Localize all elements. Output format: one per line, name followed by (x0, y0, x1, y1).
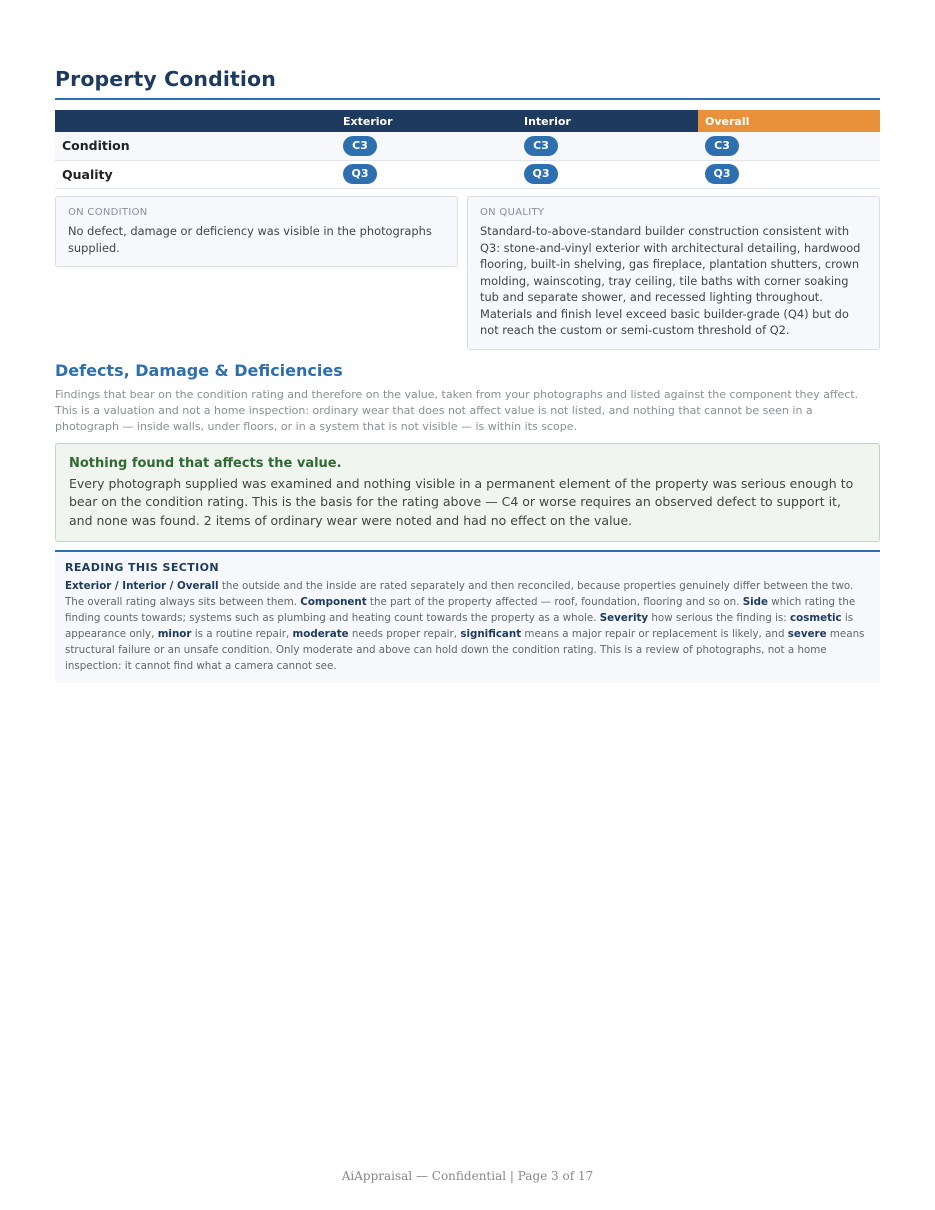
cell-quality-overall (698, 160, 880, 188)
reading-guide (55, 550, 880, 683)
rating-badge: Q3 (705, 164, 739, 184)
cell-condition-overall (698, 132, 880, 160)
term: Component (300, 596, 367, 608)
rating-badge: C3 (705, 136, 739, 156)
term: Side (742, 596, 769, 608)
header-overall: Overall (698, 110, 880, 132)
term-definition: is appearance only, (65, 612, 854, 640)
term: severe (787, 628, 827, 640)
term: Exterior / Interior / Overall (65, 580, 219, 592)
header-interior: Interior (517, 110, 698, 132)
term-definition: how serious the finding is: (648, 612, 791, 624)
table-header-row (55, 110, 880, 132)
defects-intro: Findings that bear on the condition rating and therefore on the value, taken from your photographs and listed against the component they affect. This is a valuation and not a home inspection: ordinary wear that does not affect value is not listed, and nothing that cannot be seen in a photograph — inside walls, under floors, or in a system that is not visible — is within its scope. (55, 388, 859, 433)
reading-guide-heading: READING THIS SECTION (65, 561, 220, 574)
condition-note (55, 196, 458, 267)
condition-quality-table (55, 110, 880, 189)
term: cosmetic (790, 612, 842, 624)
table-row-quality (55, 160, 880, 188)
term-definition: the part of the property affected — roof, foundation, flooring and so on. (366, 596, 743, 608)
cell-condition-interior (517, 132, 698, 160)
term-definition: the outside and the inside are rated separately and then reconciled, because properties genuinely differ between the two. The overall rating always sits between them. (65, 580, 854, 608)
term-definition: which rating the finding counts towards; systems such as plumbing and heating count towards the property as a whole. (65, 596, 856, 624)
rating-badge: Q3 (343, 164, 377, 184)
cell-quality-exterior (336, 160, 517, 188)
condition-note-text: No defect, damage or deficiency was visible in the photographs supplied. (68, 224, 432, 255)
term-definition: means structural failure or an unsafe condition. Only moderate and above can hold down the condition rating. This is a review of photographs, not a home inspection: it cannot find what a camera cannot see. (65, 628, 865, 672)
term: Severity (599, 612, 649, 624)
row-label-condition: Condition (55, 132, 336, 160)
rating-badge: C3 (343, 136, 377, 156)
rating-badge: Q3 (524, 164, 558, 184)
term: significant (460, 628, 522, 640)
findings-result-text: Every photograph supplied was examined and nothing visible in a permanent element of the property was serious enough to bear on the condition rating. This is the basis for the rating above — C4 or worse requires an observed defect to support it, and none was found. 2 items of ordinary wear were noted and had no effect on the value. (69, 476, 854, 528)
term-definition: means a major repair or replacement is likely, and (521, 628, 788, 640)
no-findings-callout (55, 443, 880, 542)
quality-note (467, 196, 880, 350)
page-title: Property Condition (55, 67, 276, 91)
page-footer: AiAppraisal — Confidential | Page 3 of 17 (341, 1169, 594, 1183)
header-exterior: Exterior (336, 110, 517, 132)
term-definition: needs proper repair, (348, 628, 461, 640)
cell-quality-interior (517, 160, 698, 188)
term: moderate (292, 628, 349, 640)
quality-note-heading: ON QUALITY (480, 207, 545, 218)
findings-result-heading: Nothing found that affects the value. (69, 456, 342, 471)
reading-guide-text (65, 578, 870, 674)
defects-heading: Defects, Damage & Deficiencies (55, 361, 343, 380)
rating-badge: C3 (524, 136, 558, 156)
condition-note-heading: ON CONDITION (68, 207, 148, 218)
title-divider (55, 98, 880, 100)
cell-condition-exterior (336, 132, 517, 160)
term-definition: is a routine repair, (191, 628, 293, 640)
quality-note-text: Standard-to-above-standard builder construction consistent with Q3: stone-and-vinyl exterior with architectural detailing, hardwood flooring, built-in shelving, gas fireplace, plantation shutters, crown molding, wainscoting, tray ceiling, tile baths with corner soaking tub and separate shower, and recessed lighting throughout. Materials and finish level exceed basic builder-grade (Q4) but do not reach the custom or semi-custom threshold of Q2. (480, 224, 861, 337)
table-row-condition (55, 132, 880, 160)
term: minor (157, 628, 192, 640)
row-label-quality: Quality (55, 160, 336, 188)
header-blank (55, 110, 336, 132)
